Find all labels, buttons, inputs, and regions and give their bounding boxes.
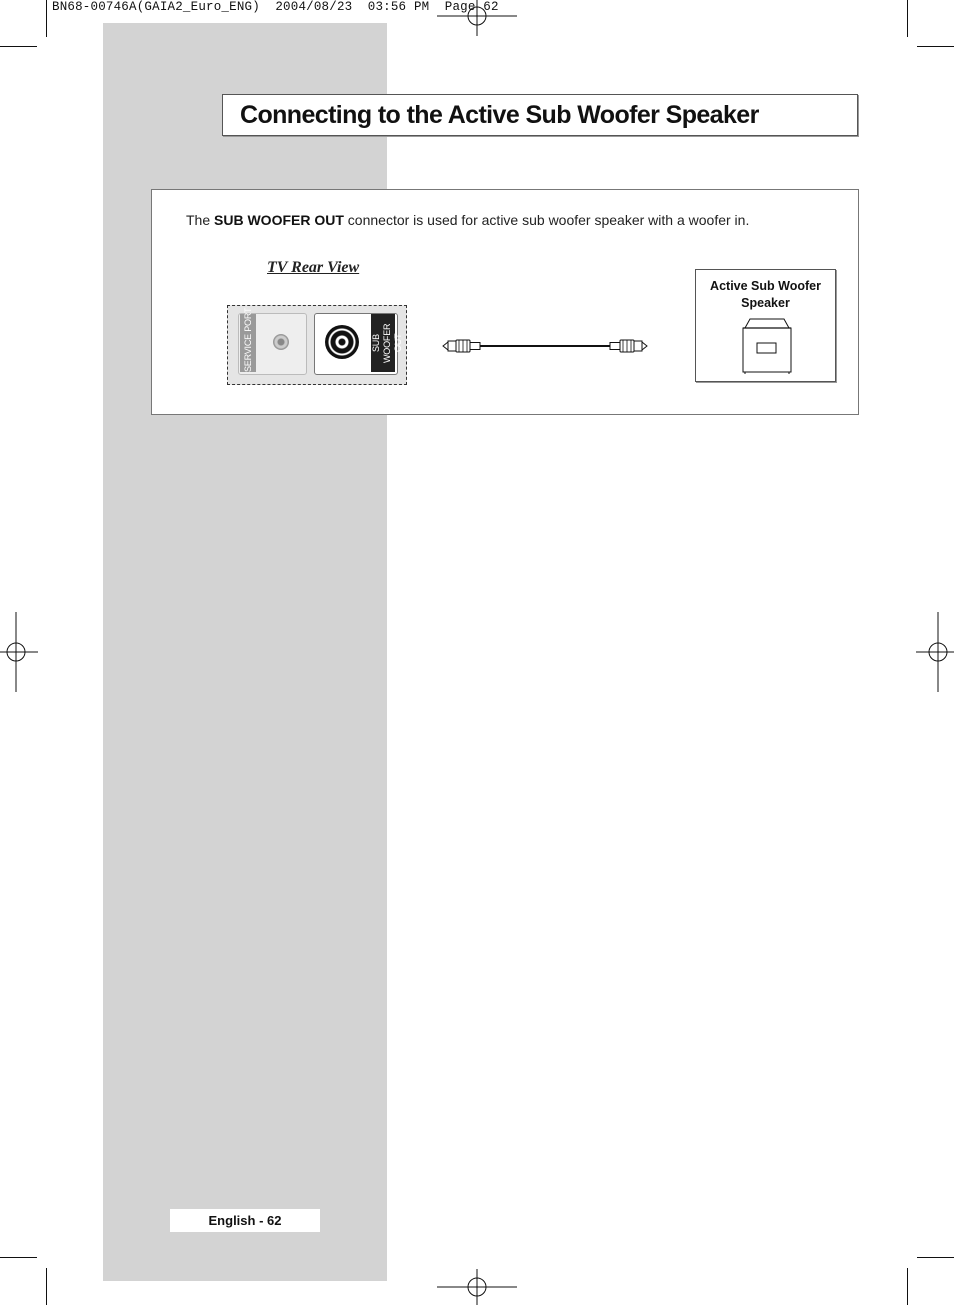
registration-mark-icon [437,1269,517,1305]
crop-mark [0,46,37,47]
crop-mark [46,1268,47,1305]
registration-mark-icon [0,612,38,692]
intro-suffix: connector is used for active sub woofer speaker with a woofer in. [343,212,750,228]
registration-mark-icon [916,612,954,692]
intro-text [186,212,749,228]
tv-rear-panel [227,305,407,385]
crop-mark [917,46,954,47]
content-box [151,189,859,415]
subwoofer-speaker-icon [742,318,792,374]
title-box [222,94,858,136]
rca-jack-icon [273,334,289,350]
page-title: Connecting to the Active Sub Woofer Speaker [240,101,759,129]
crop-mark [46,0,47,37]
crop-mark [917,1257,954,1258]
connector-name: SUB WOOFER OUT [214,212,344,228]
print-slug: BN68-00746A(GAIA2_Euro_ENG) 2004/08/23 03:56 PM Page 62 [52,0,499,14]
rca-jack-icon [325,325,359,359]
crop-mark [0,1257,37,1258]
speaker-label: Active Sub Woofer Speaker [710,279,821,310]
footer-page-box [170,1209,320,1232]
crop-mark [907,0,908,37]
service-port-label: SERVICE PORT [240,314,256,372]
tv-rear-view-label: TV Rear View [267,259,360,276]
page-number: English - 62 [208,1213,282,1228]
subwoofer-speaker-box [695,269,836,382]
rca-cable-icon [442,335,648,357]
intro-prefix: The [186,212,215,228]
crop-mark [907,1268,908,1305]
sub-woofer-out-label: SUB WOOFER OUT [371,314,395,372]
registration-mark-icon [437,0,517,36]
